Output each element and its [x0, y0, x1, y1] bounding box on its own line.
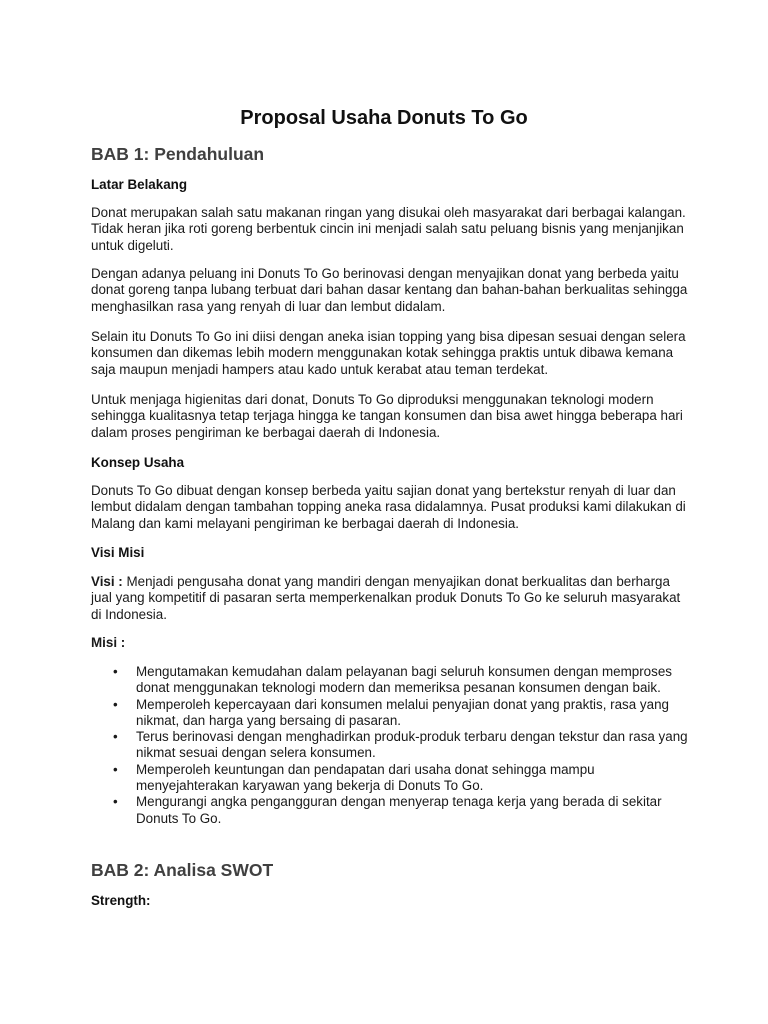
misi-item-text: Memperoleh keuntungan dan pendapatan dari usaha donat sehingga mampu menyejahterakan karyawan yang bekerja di Donuts To Go. — [136, 761, 595, 794]
list-item — [91, 697, 691, 730]
list-item — [91, 794, 691, 827]
section-heading-latar-belakang: Latar Belakang — [91, 177, 188, 192]
visi-label: Visi : — [91, 574, 123, 589]
misi-list — [91, 664, 691, 827]
section-heading-strength: Strength: — [91, 893, 151, 908]
bullet-icon: • — [113, 729, 118, 745]
visi-text: Menjadi pengusaha donat yang mandiri dengan menyajikan donat berkualitas dan berharga jual yang kompetitif di pasaran serta memperkenalkan produk Donuts To Go ke seluruh masyarakat di Indonesia. — [91, 574, 681, 622]
paragraph-latar-belakang-1: Donat merupakan salah satu makanan ringan yang disukai oleh masyarakat dari berbagai kalangan. Tidak heran jika roti goreng berbentuk cincin ini menjadi salah satu peluang bisnis yang menjanjikan untuk digeluti. — [91, 205, 686, 253]
bullet-icon: • — [113, 664, 118, 679]
chapter-heading-analisa-swot: BAB 2: Analisa SWOT — [91, 860, 274, 880]
list-item — [91, 762, 691, 795]
bullet-icon: • — [113, 696, 118, 712]
bullet-icon: • — [113, 794, 118, 810]
section-heading-konsep-usaha: Konsep Usaha — [91, 455, 185, 470]
section-heading-visi-misi: Visi Misi — [91, 545, 145, 560]
misi-item-text: Terus berinovasi dengan menghadirkan produk-produk terbaru dengan tekstur dan rasa yang nikmat sesuai dengan selera konsumen. — [136, 729, 688, 761]
paragraph-latar-belakang-4: Untuk menjaga higienitas dari donat, Donuts To Go diproduksi menggunakan teknologi modern sehingga kualitasnya tetap terjaga hingga ke tangan konsumen dan bisa awet hingga beberapa hari dalam proses pengiriman ke berbagai daerah di Indonesia. — [91, 392, 683, 440]
paragraph-latar-belakang-3: Selain itu Donuts To Go ini diisi dengan aneka isian topping yang bisa dipesan sesuai dengan selera konsumen dan dikemas lebih modern menggunakan kotak sehingga praktis untuk dibawa kemana saja maupun menjadi hampers atau kado untuk kerabat atau teman terdekat. — [91, 329, 686, 377]
misi-item-text: Memperoleh kepercayaan dari konsumen melalui penyajian donat yang praktis, rasa yang nikmat, dan harga yang bersaing di pasaran. — [136, 696, 669, 728]
paragraph-konsep-usaha: Donuts To Go dibuat dengan konsep berbeda yaitu sajian donat yang bertekstur renyah di luar dan lembut didalam dengan tambahan topping aneka rasa didalamnya. Pusat produksi kami dilakukan di Malang dan kami melayani pengiriman ke berbagai daerah di Indonesia. — [91, 483, 686, 531]
misi-label: Misi : — [91, 635, 126, 650]
paragraph-visi — [91, 574, 691, 623]
document-title: Proposal Usaha Donuts To Go — [240, 107, 528, 129]
list-item — [91, 729, 691, 762]
list-item — [91, 664, 691, 697]
chapter-heading-pendahuluan: BAB 1: Pendahuluan — [91, 144, 265, 164]
bullet-icon: • — [113, 761, 118, 777]
misi-label-line — [91, 635, 691, 651]
misi-item-text: Mengutamakan kemudahan dalam pelayanan bagi seluruh konsumen dengan memproses donat menggunakan teknologi modern dan memeriksa pesanan konsumen dengan baik. — [136, 664, 672, 696]
misi-item-text: Mengurangi angka pengangguran dengan menyerap tenaga kerja yang berada di sekitar Donuts To Go. — [136, 794, 662, 826]
paragraph-latar-belakang-2: Dengan adanya peluang ini Donuts To Go berinovasi dengan menyajikan donat yang berbeda yaitu donat goreng tanpa lubang terbuat dari bahan dasar kentang dan bahan-bahan berkualitas sehingga menghasilkan rasa yang renyah di luar dan lembut didalam. — [91, 266, 688, 314]
